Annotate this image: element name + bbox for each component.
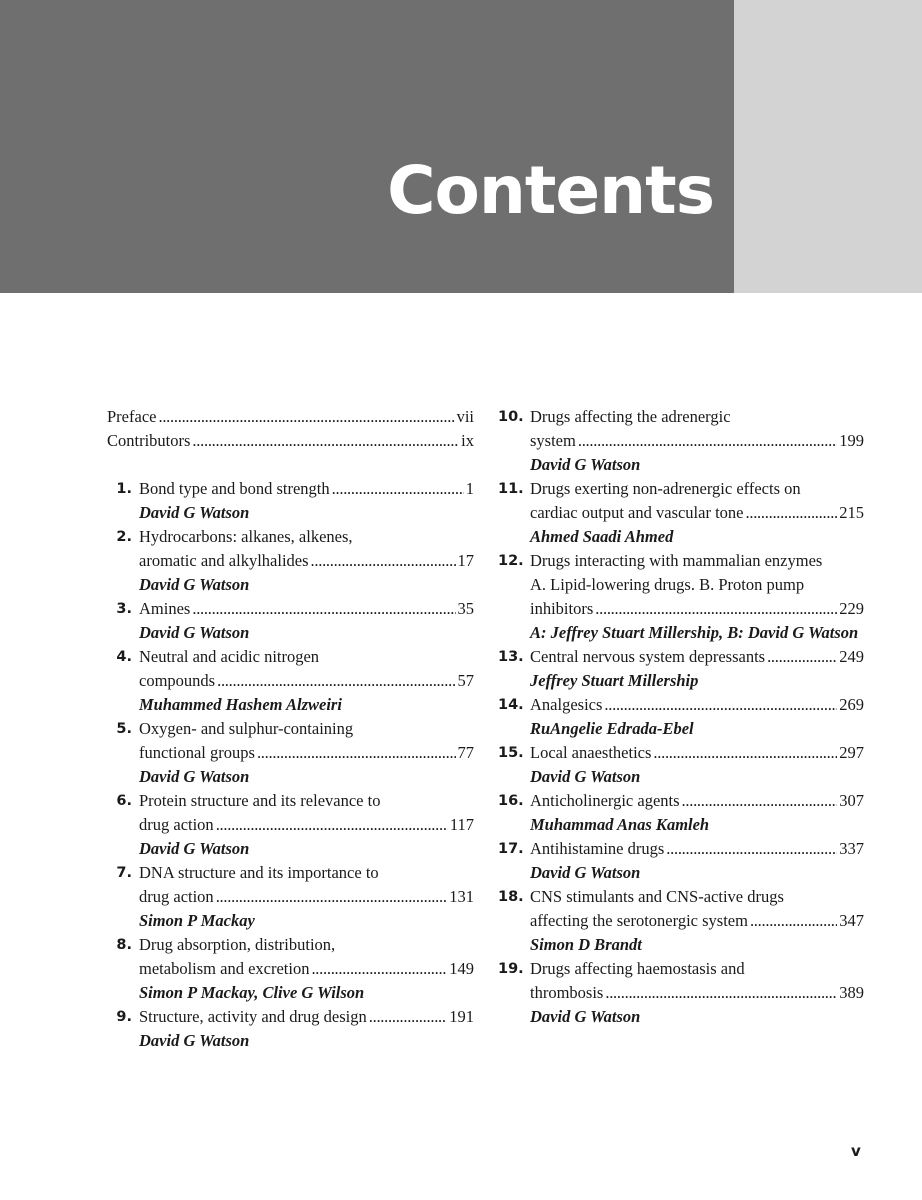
chapter-number: 8. [116,937,132,953]
toc-page-number: 77 [457,743,474,762]
toc-page-number: 347 [839,911,864,930]
chapter-title-line [139,861,474,885]
toc-entry[interactable] [498,405,864,477]
toc-page-number: 131 [449,887,474,906]
chapter-title-line [530,693,864,717]
toc-entry[interactable] [498,477,864,549]
chapter-title-line [530,573,864,597]
chapter-author: David G Watson [139,575,250,594]
toc-entry[interactable] [498,693,864,741]
chapter-title-text: DNA structure and its importance to [139,863,379,882]
toc-page-number: 117 [449,815,474,834]
chapter-number: 6. [116,793,132,809]
chapter-title-text: aromatic and alkylhalides [139,551,309,570]
chapter-title-text: Antihistamine drugs [530,839,665,858]
dot-leader [682,789,838,813]
chapter-number: 14. [498,697,524,713]
dot-leader [192,597,455,621]
toc-entry[interactable] [107,1005,474,1053]
chapter-title-text: Protein structure and its relevance to [139,791,381,810]
chapter-title-line [139,813,474,837]
chapter-number: 16. [498,793,524,809]
chapter-title-line [139,549,474,573]
toc-entry[interactable] [107,525,474,597]
toc-entry[interactable] [498,837,864,885]
toc-entry[interactable] [107,477,474,525]
toc-page-number: 57 [457,671,474,690]
toc-page-number: ix [461,431,474,450]
chapter-title-text: functional groups [139,743,255,762]
chapter-author: Simon D Brandt [530,935,642,954]
dot-leader [192,429,459,453]
chapter-title-text: inhibitors [530,599,594,618]
chapter-title-text: A. Lipid-lowering drugs. B. Proton pump [530,575,805,594]
chapter-number: 1. [116,481,132,497]
toc-entry[interactable] [107,861,474,933]
toc-entry[interactable] [107,717,474,789]
chapter-title-text: Hydrocarbons: alkanes, alkenes, [139,527,353,546]
chapter-author: David G Watson [139,623,250,642]
chapter-author: David G Watson [139,1031,250,1050]
chapter-title-text: thrombosis [530,983,604,1002]
chapter-author: Muhammad Anas Kamleh [530,815,710,834]
chapter-title-line [139,789,474,813]
chapter-title-line [530,597,864,621]
dot-leader [605,981,837,1005]
chapter-title-line [530,957,864,981]
chapter-author: RuAngelie Edrada-Ebel [530,719,694,738]
dot-leader [653,741,837,765]
toc-page-number: 269 [839,695,864,714]
chapter-author: David G Watson [530,863,641,882]
chapter-title-line [530,549,864,573]
chapter-title-line [139,669,474,693]
header-banner-accent [734,0,922,293]
toc-page-number: 229 [839,599,864,618]
toc-page-number: 17 [457,551,474,570]
toc-entry[interactable] [107,933,474,1005]
chapter-author: David G Watson [530,1007,641,1026]
toc-entry[interactable] [107,597,474,645]
chapter-author: David G Watson [530,767,641,786]
dot-leader [595,597,837,621]
chapter-number: 10. [498,409,524,425]
dot-leader [311,549,456,573]
chapter-author: Simon P Mackay [139,911,255,930]
toc-page-number: 337 [839,839,864,858]
spacer [107,453,474,477]
chapter-title-line [139,645,474,669]
chapter-number: 17. [498,841,524,857]
chapter-title-line [530,501,864,525]
header-banner [0,0,734,293]
chapter-title-text: Central nervous system depressants [530,647,766,666]
chapter-author: Simon P Mackay, Clive G Wilson [139,983,365,1002]
dot-leader [369,1005,448,1029]
chapter-number: 3. [116,601,132,617]
toc-front-label: Preface [107,407,157,426]
chapter-number: 13. [498,649,524,665]
chapter-number: 7. [116,865,132,881]
chapter-title-text: Amines [139,599,191,618]
chapter-number: 5. [116,721,132,737]
chapter-title-line [139,597,474,621]
dot-leader [332,477,464,501]
toc-column-right [498,405,864,1029]
toc-entry[interactable] [498,741,864,789]
dot-leader [578,429,837,453]
chapter-author: David G Watson [139,839,250,858]
toc-front-item-preface[interactable] [107,405,474,429]
dot-leader [217,669,455,693]
toc-page-number: 215 [839,503,864,522]
chapter-title-text: Drugs affecting haemostasis and [530,959,745,978]
chapter-title-line [139,1005,474,1029]
chapter-number: 12. [498,553,524,569]
chapter-title-line [139,741,474,765]
chapter-title-text: drug action [139,815,214,834]
toc-entry[interactable] [498,885,864,957]
chapter-number: 19. [498,961,524,977]
toc-column-left [107,405,474,1053]
dot-leader [257,741,456,765]
chapter-title-text: Local anaesthetics [530,743,652,762]
chapter-title-line [530,837,864,861]
toc-entry[interactable] [498,789,864,837]
toc-page-number: 389 [839,983,864,1002]
dot-leader [746,501,838,525]
chapter-author: A: Jeffrey Stuart Millership, B: David G Watson [530,623,859,642]
chapter-title-text: system [530,431,576,450]
toc-page-number: 249 [839,647,864,666]
chapter-title-text: Drugs exerting non-adrenergic effects on [530,479,801,498]
chapter-author: David G Watson [139,503,250,522]
toc-page-number: 149 [449,959,474,978]
chapter-title-line [139,885,474,909]
toc-page-number: 297 [839,743,864,762]
chapter-number: 4. [116,649,132,665]
chapter-title-text: Analgesics [530,695,603,714]
chapter-title-text: Drugs interacting with mammalian enzymes [530,551,823,570]
toc-entry[interactable] [498,957,864,1029]
chapter-title-line [530,429,864,453]
folio-page-number: v [851,1142,861,1160]
chapter-title-text: Drug absorption, distribution, [139,935,336,954]
dot-leader [158,405,454,429]
chapter-title-text: Anticholinergic agents [530,791,680,810]
chapter-title-text: cardiac output and vascular tone [530,503,744,522]
chapter-title-line [530,405,864,429]
chapter-title-text: compounds [139,671,216,690]
chapter-author: Muhammed Hashem Alzweiri [139,695,342,714]
toc-page-number: 1 [465,479,474,498]
toc-entry[interactable] [498,549,864,645]
chapter-title-line [530,885,864,909]
chapter-title-line [139,525,474,549]
chapter-title-line [530,909,864,933]
chapter-author: Ahmed Saadi Ahmed [530,527,674,546]
chapter-title-line [530,741,864,765]
toc-page-number: 199 [839,431,864,450]
chapter-author: David G Watson [530,455,641,474]
dot-leader [216,885,448,909]
dot-leader [604,693,837,717]
chapter-title-text: drug action [139,887,214,906]
chapter-title-text: Neutral and acidic nitrogen [139,647,320,666]
chapter-author: David G Watson [139,767,250,786]
chapter-number: 11. [498,481,524,497]
chapter-title-text: Oxygen- and sulphur-containing [139,719,354,738]
dot-leader [666,837,837,861]
chapter-title-line [139,957,474,981]
toc-page-number: 191 [449,1007,474,1026]
chapter-title-text: affecting the serotonergic system [530,911,748,930]
dot-leader [767,645,837,669]
chapter-title-text: Drugs affecting the adrenergic [530,407,731,426]
chapter-title-line [530,645,864,669]
toc-entry[interactable] [107,789,474,861]
toc-entry[interactable] [107,645,474,717]
chapter-title-text: Bond type and bond strength [139,479,330,498]
chapter-number: 15. [498,745,524,761]
dot-leader [311,957,447,981]
chapter-title-line [530,981,864,1005]
chapter-number: 2. [116,529,132,545]
dot-leader [750,909,837,933]
toc-page-number: 307 [839,791,864,810]
chapter-title-line [139,933,474,957]
chapter-title-line [139,717,474,741]
chapter-number: 9. [116,1009,132,1025]
dot-leader [216,813,448,837]
chapter-number: 18. [498,889,524,905]
chapter-title-text: metabolism and excretion [139,959,310,978]
chapter-author: Jeffrey Stuart Millership [530,671,699,690]
chapter-title-text: CNS stimulants and CNS-active drugs [530,887,784,906]
chapter-title-line [530,477,864,501]
toc-front-item-contributors[interactable] [107,429,474,453]
toc-page-number: 35 [457,599,474,618]
page-title: Contents [387,152,714,229]
chapter-title-line [139,477,474,501]
toc-front-label: Contributors [107,431,191,450]
toc-entry[interactable] [498,645,864,693]
toc-page-number: vii [456,407,474,426]
chapter-title-line [530,789,864,813]
chapter-title-text: Structure, activity and drug design [139,1007,367,1026]
